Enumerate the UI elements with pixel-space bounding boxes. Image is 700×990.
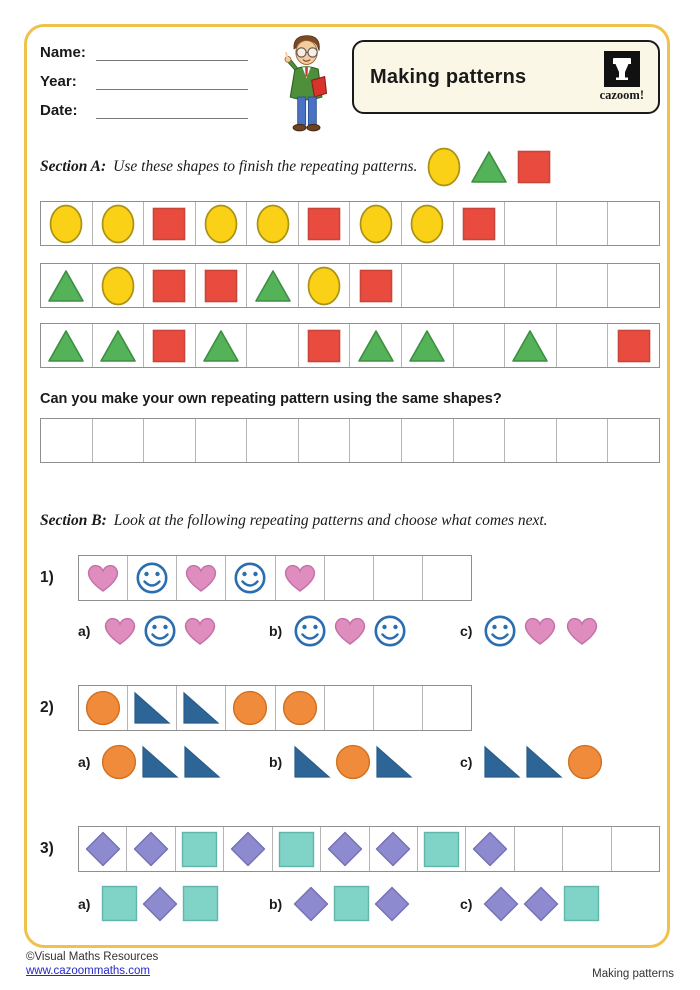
option-b-shapes bbox=[293, 614, 407, 648]
year-label: Year: bbox=[40, 73, 77, 90]
option-a-shapes bbox=[101, 885, 219, 922]
pattern-cell-purple-diamond bbox=[127, 827, 175, 871]
question-2 bbox=[40, 685, 660, 780]
pattern-cell-empty[interactable] bbox=[505, 419, 557, 462]
copyright-text: ©Visual Maths Resources bbox=[26, 951, 159, 963]
question-3-row bbox=[40, 826, 660, 872]
teal-square-icon bbox=[563, 885, 600, 922]
date-field bbox=[40, 102, 272, 119]
question-2-number: 2) bbox=[40, 699, 54, 716]
purple-diamond-icon bbox=[483, 886, 519, 922]
pattern-cell-empty[interactable] bbox=[374, 556, 423, 600]
pattern-cell-red-square bbox=[608, 324, 659, 367]
pattern-cell-pink-heart bbox=[177, 556, 226, 600]
yellow-circle-icon bbox=[101, 266, 135, 306]
red-square-icon bbox=[462, 207, 496, 241]
pattern-cell-empty[interactable] bbox=[608, 264, 659, 307]
red-square-icon bbox=[307, 207, 341, 241]
question-1-row bbox=[40, 555, 660, 601]
question-3-number: 3) bbox=[40, 840, 54, 857]
question-1-options bbox=[78, 614, 660, 648]
yellow-circle-icon bbox=[204, 204, 238, 244]
name-label: Name: bbox=[40, 44, 86, 61]
date-input-line[interactable] bbox=[96, 103, 248, 119]
teal-square-icon bbox=[333, 885, 370, 922]
pattern-cell-teal-square bbox=[273, 827, 321, 871]
pattern-cell-empty[interactable] bbox=[515, 827, 563, 871]
option-a-label: a) bbox=[78, 754, 91, 770]
question-3-option-b[interactable] bbox=[269, 885, 460, 922]
smiley-icon bbox=[483, 614, 517, 648]
pattern-cell-empty[interactable] bbox=[612, 827, 659, 871]
pattern-cell-empty[interactable] bbox=[423, 556, 471, 600]
pattern-cell-yellow-circle bbox=[402, 202, 454, 245]
pattern-row-3 bbox=[40, 323, 660, 368]
yellow-circle-icon bbox=[359, 204, 393, 244]
option-c-shapes bbox=[483, 614, 601, 648]
pattern-cell-empty[interactable] bbox=[325, 686, 374, 730]
pattern-cell-yellow-circle bbox=[247, 202, 299, 245]
pattern-cell-empty[interactable] bbox=[454, 324, 506, 367]
pattern-cell-empty[interactable] bbox=[557, 419, 609, 462]
pattern-cell-empty[interactable] bbox=[505, 264, 557, 307]
section-b-instruction: Look at the following repeating patterns and choose what comes next. bbox=[113, 512, 548, 529]
teal-square-icon bbox=[423, 831, 460, 868]
teal-square-icon bbox=[181, 831, 218, 868]
orange-circle-icon bbox=[85, 690, 121, 726]
purple-diamond-icon bbox=[133, 831, 169, 867]
pattern-cell-red-square bbox=[299, 202, 351, 245]
section-b-title: Section B: bbox=[40, 512, 107, 529]
cazoom-logo bbox=[600, 51, 644, 103]
question-3 bbox=[40, 826, 660, 922]
pink-heart-icon bbox=[84, 562, 122, 594]
pattern-cell-empty[interactable] bbox=[557, 202, 609, 245]
pattern-cell-purple-diamond bbox=[321, 827, 369, 871]
pattern-cell-green-triangle bbox=[350, 324, 402, 367]
pattern-cell-empty[interactable] bbox=[144, 419, 196, 462]
pattern-cell-empty[interactable] bbox=[93, 419, 145, 462]
red-square-icon bbox=[204, 269, 238, 303]
question-1 bbox=[40, 555, 660, 648]
pink-heart-icon bbox=[181, 615, 219, 647]
yellow-circle-icon bbox=[410, 204, 444, 244]
pink-heart-icon bbox=[563, 615, 601, 647]
pattern-cell-empty[interactable] bbox=[608, 419, 659, 462]
pattern-cell-red-square bbox=[454, 202, 506, 245]
question-3-options bbox=[78, 885, 660, 922]
teal-square-icon bbox=[182, 885, 219, 922]
title-box bbox=[352, 40, 660, 114]
red-square-icon bbox=[152, 329, 186, 363]
green-triangle-icon bbox=[47, 269, 85, 303]
pink-heart-icon bbox=[101, 615, 139, 647]
option-c-shapes bbox=[483, 885, 600, 922]
red-square-icon bbox=[152, 269, 186, 303]
green-triangle-icon bbox=[357, 329, 395, 363]
red-square-icon bbox=[152, 207, 186, 241]
pattern-cell-red-square bbox=[299, 324, 351, 367]
option-b-label: b) bbox=[269, 623, 283, 639]
pattern-cell-empty[interactable] bbox=[608, 202, 659, 245]
pattern-cell-empty[interactable] bbox=[299, 419, 351, 462]
option-b-shapes bbox=[293, 885, 410, 922]
pattern-cell-green-triangle bbox=[505, 324, 557, 367]
yellow-circle-icon bbox=[427, 147, 461, 187]
purple-diamond-icon bbox=[472, 831, 508, 867]
green-triangle-icon bbox=[408, 329, 446, 363]
question-3-grid bbox=[78, 826, 660, 872]
option-a-label: a) bbox=[78, 623, 91, 639]
yellow-circle-icon bbox=[49, 204, 83, 244]
pattern-cell-blue-triangle bbox=[128, 686, 177, 730]
page-content bbox=[40, 38, 660, 922]
pink-heart-icon bbox=[331, 615, 369, 647]
pattern-cell-empty[interactable] bbox=[454, 264, 506, 307]
section-a-key-shapes bbox=[427, 147, 551, 187]
option-a-shapes bbox=[101, 744, 221, 780]
section-a-instruction: Use these shapes to finish the repeating patterns. bbox=[113, 158, 418, 175]
pattern-cell-teal-square bbox=[176, 827, 224, 871]
name-input-line[interactable] bbox=[96, 45, 248, 61]
footer-page-label: Making patterns bbox=[592, 968, 674, 980]
option-b-label: b) bbox=[269, 895, 283, 912]
cazoom-logo-text: cazoom! bbox=[599, 88, 644, 102]
teacher-illustration bbox=[272, 32, 342, 136]
blue-triangle-icon bbox=[141, 745, 179, 779]
pattern-cell-yellow-circle bbox=[93, 202, 145, 245]
pattern-cell-empty[interactable] bbox=[402, 264, 454, 307]
purple-diamond-icon bbox=[230, 831, 266, 867]
pattern-cell-empty[interactable] bbox=[325, 556, 374, 600]
smiley-icon bbox=[135, 561, 169, 595]
orange-circle-icon bbox=[101, 744, 137, 780]
pattern-cell-orange-circle bbox=[226, 686, 275, 730]
pattern-cell-empty[interactable] bbox=[557, 324, 609, 367]
option-c-shapes bbox=[483, 744, 603, 780]
student-fields bbox=[40, 38, 272, 131]
pattern-cell-green-triangle bbox=[41, 324, 93, 367]
pink-heart-icon bbox=[281, 562, 319, 594]
green-triangle-icon bbox=[511, 329, 549, 363]
year-input-line[interactable] bbox=[96, 74, 248, 90]
pink-heart-icon bbox=[521, 615, 559, 647]
pattern-cell-empty[interactable] bbox=[454, 419, 506, 462]
pattern-row-1 bbox=[40, 201, 660, 246]
pattern-cell-blue-triangle bbox=[177, 686, 226, 730]
option-c-label: c) bbox=[460, 754, 473, 770]
red-square-icon bbox=[517, 150, 551, 184]
year-field bbox=[40, 73, 272, 90]
question-2-options bbox=[78, 744, 660, 780]
pattern-cell-empty[interactable] bbox=[247, 324, 299, 367]
yellow-circle-icon bbox=[307, 266, 341, 306]
question-1-number: 1) bbox=[40, 569, 54, 586]
pattern-cell-green-triangle bbox=[41, 264, 93, 307]
pattern-cell-green-triangle bbox=[93, 324, 145, 367]
orange-circle-icon bbox=[567, 744, 603, 780]
blue-triangle-icon bbox=[375, 745, 413, 779]
option-a-label: a) bbox=[78, 895, 91, 912]
purple-diamond-icon bbox=[85, 831, 121, 867]
pattern-cell-red-square bbox=[350, 264, 402, 307]
pattern-cell-empty[interactable] bbox=[196, 419, 248, 462]
pattern-cell-pink-heart bbox=[276, 556, 325, 600]
blue-triangle-icon bbox=[133, 691, 171, 725]
question-3-option-a[interactable] bbox=[78, 885, 269, 922]
question-1-grid bbox=[78, 555, 472, 601]
question-1-option-a[interactable] bbox=[78, 614, 269, 648]
green-triangle-icon bbox=[470, 150, 508, 184]
pattern-cell-empty[interactable] bbox=[557, 264, 609, 307]
pattern-cell-yellow-circle bbox=[41, 202, 93, 245]
purple-diamond-icon bbox=[293, 886, 329, 922]
pattern-cell-red-square bbox=[196, 264, 248, 307]
pattern-cell-smiley bbox=[226, 556, 275, 600]
pattern-cell-green-triangle bbox=[196, 324, 248, 367]
pattern-cell-empty[interactable] bbox=[563, 827, 611, 871]
name-field bbox=[40, 44, 272, 61]
purple-diamond-icon bbox=[142, 886, 178, 922]
pattern-cell-smiley bbox=[128, 556, 177, 600]
pattern-cell-orange-circle bbox=[79, 686, 128, 730]
blue-triangle-icon bbox=[293, 745, 331, 779]
section-b-heading bbox=[40, 509, 660, 533]
pattern-cell-red-square bbox=[144, 324, 196, 367]
pattern-cell-green-triangle bbox=[402, 324, 454, 367]
teal-square-icon bbox=[101, 885, 138, 922]
pattern-cell-red-square bbox=[144, 202, 196, 245]
purple-diamond-icon bbox=[375, 831, 411, 867]
pattern-cell-yellow-circle bbox=[299, 264, 351, 307]
option-c-label: c) bbox=[460, 895, 473, 912]
pattern-cell-yellow-circle bbox=[350, 202, 402, 245]
pattern-cell-purple-diamond bbox=[370, 827, 418, 871]
section-a-title: Section A: bbox=[40, 158, 107, 175]
pattern-cell-orange-circle bbox=[276, 686, 325, 730]
pattern-cell-green-triangle bbox=[247, 264, 299, 307]
pattern-cell-yellow-circle bbox=[93, 264, 145, 307]
orange-circle-icon bbox=[335, 744, 371, 780]
option-b-label: b) bbox=[269, 754, 283, 770]
question-2-grid bbox=[78, 685, 472, 731]
pattern-cell-purple-diamond bbox=[466, 827, 514, 871]
pattern-cell-empty[interactable] bbox=[247, 419, 299, 462]
pattern-cell-pink-heart bbox=[79, 556, 128, 600]
purple-diamond-icon bbox=[523, 886, 559, 922]
option-a-shapes bbox=[101, 614, 219, 648]
question-2-option-b[interactable] bbox=[269, 744, 460, 780]
pattern-cell-purple-diamond bbox=[79, 827, 127, 871]
pattern-cell-empty[interactable] bbox=[350, 419, 402, 462]
worksheet-title: Making patterns bbox=[370, 65, 527, 88]
question-1-option-b[interactable] bbox=[269, 614, 460, 648]
smiley-icon bbox=[293, 614, 327, 648]
own-pattern-prompt: Can you make your own repeating pattern using the same shapes? bbox=[40, 391, 502, 407]
question-3-option-c[interactable] bbox=[460, 885, 600, 922]
red-square-icon bbox=[617, 329, 651, 363]
blue-triangle-icon bbox=[483, 745, 521, 779]
smiley-icon bbox=[233, 561, 267, 595]
pattern-cell-purple-diamond bbox=[224, 827, 272, 871]
cazoom-logo-icon bbox=[604, 51, 640, 87]
green-triangle-icon bbox=[202, 329, 240, 363]
option-b-shapes bbox=[293, 744, 413, 780]
date-label: Date: bbox=[40, 102, 78, 119]
purple-diamond-icon bbox=[327, 831, 363, 867]
pattern-cell-red-square bbox=[144, 264, 196, 307]
website-link[interactable]: www.cazoommaths.com bbox=[26, 965, 150, 977]
orange-circle-icon bbox=[232, 690, 268, 726]
blue-triangle-icon bbox=[183, 745, 221, 779]
yellow-circle-icon bbox=[256, 204, 290, 244]
red-square-icon bbox=[307, 329, 341, 363]
blue-triangle-icon bbox=[525, 745, 563, 779]
section-a-heading bbox=[40, 146, 660, 188]
red-square-icon bbox=[359, 269, 393, 303]
question-2-row bbox=[40, 685, 660, 731]
question-2-option-c[interactable] bbox=[460, 744, 603, 780]
pattern-cell-yellow-circle bbox=[196, 202, 248, 245]
question-1-option-c[interactable] bbox=[460, 614, 601, 648]
option-c-label: c) bbox=[460, 623, 473, 639]
green-triangle-icon bbox=[47, 329, 85, 363]
purple-diamond-icon bbox=[374, 886, 410, 922]
pattern-cell-teal-square bbox=[418, 827, 466, 871]
green-triangle-icon bbox=[254, 269, 292, 303]
pink-heart-icon bbox=[182, 562, 220, 594]
pattern-cell-empty[interactable] bbox=[423, 686, 471, 730]
green-triangle-icon bbox=[99, 329, 137, 363]
header bbox=[40, 38, 660, 136]
smiley-icon bbox=[143, 614, 177, 648]
teal-square-icon bbox=[278, 831, 315, 868]
pattern-row-2 bbox=[40, 263, 660, 308]
pattern-cell-empty[interactable] bbox=[41, 419, 93, 462]
own-pattern-row bbox=[40, 418, 660, 463]
blue-triangle-icon bbox=[182, 691, 220, 725]
yellow-circle-icon bbox=[101, 204, 135, 244]
pattern-cell-empty[interactable] bbox=[402, 419, 454, 462]
pattern-cell-empty[interactable] bbox=[374, 686, 423, 730]
smiley-icon bbox=[373, 614, 407, 648]
orange-circle-icon bbox=[282, 690, 318, 726]
question-2-option-a[interactable] bbox=[78, 744, 269, 780]
pattern-cell-empty[interactable] bbox=[505, 202, 557, 245]
